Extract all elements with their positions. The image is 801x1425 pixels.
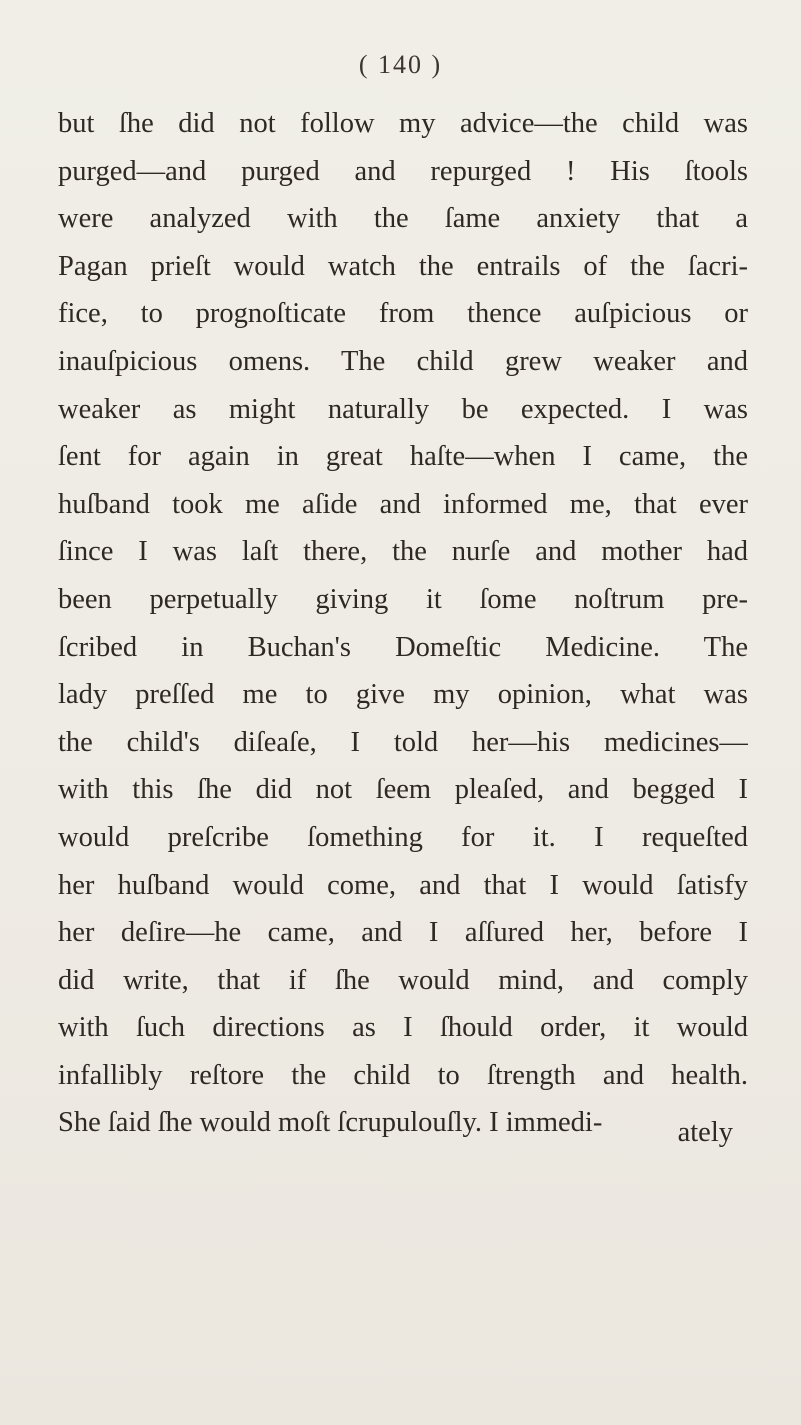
text-line: her deſire—he came, and I aſſured her, before I <box>58 917 748 949</box>
text-line: were analyzed with the ſame anxiety that a <box>58 203 748 235</box>
text-line: purged—and purged and repurged ! His ſtools <box>58 155 748 187</box>
text-line: her huſband would come, and that I would ſatisfy <box>58 869 748 901</box>
page-number: ( 140 ) <box>358 50 443 79</box>
text-line: ſent for again in great haſte—when I came, the <box>58 441 748 473</box>
text-line: with this ſhe did not ſeem pleaſed, and begged I <box>58 774 748 806</box>
text-line: with ſuch directions as I ſhould order, it would <box>58 1012 748 1044</box>
text-line: huſband took me aſide and informed me, that ever <box>58 488 748 520</box>
text-line: lady preſſed me to give my opinion, what was <box>58 679 748 711</box>
text-line: the child's diſeaſe, I told her—his medicines— <box>58 726 748 758</box>
text-line: been perpetually giving it ſome noſtrum pre- <box>58 583 748 615</box>
body-text <box>58 100 748 1147</box>
catchword: ately <box>677 1117 733 1148</box>
text-line: ſcribed in Buchan's Domeſtic Medicine. The <box>58 631 748 663</box>
text-line: did write, that if ſhe would mind, and comply <box>58 964 748 996</box>
text-line: weaker as might naturally be expected. I was <box>58 393 748 425</box>
text-line: would preſcribe ſomething for it. I requeſted <box>58 821 748 853</box>
text-line: infallibly reſtore the child to ſtrength and health. <box>58 1059 748 1091</box>
text-line: She ſaid ſhe would moſt ſcrupulouſly. I immedi- <box>58 1107 603 1139</box>
text-line: but ſhe did not follow my advice—the child was <box>58 108 748 139</box>
text-line: fice, to prognoſticate from thence auſpicious or <box>58 298 748 330</box>
text-line: inauſpicious omens. The child grew weaker and <box>58 345 748 377</box>
text-line: ſince I was laſt there, the nurſe and mother had <box>58 536 748 568</box>
text-line: Pagan prieſt would watch the entrails of the ſacri- <box>58 250 748 282</box>
